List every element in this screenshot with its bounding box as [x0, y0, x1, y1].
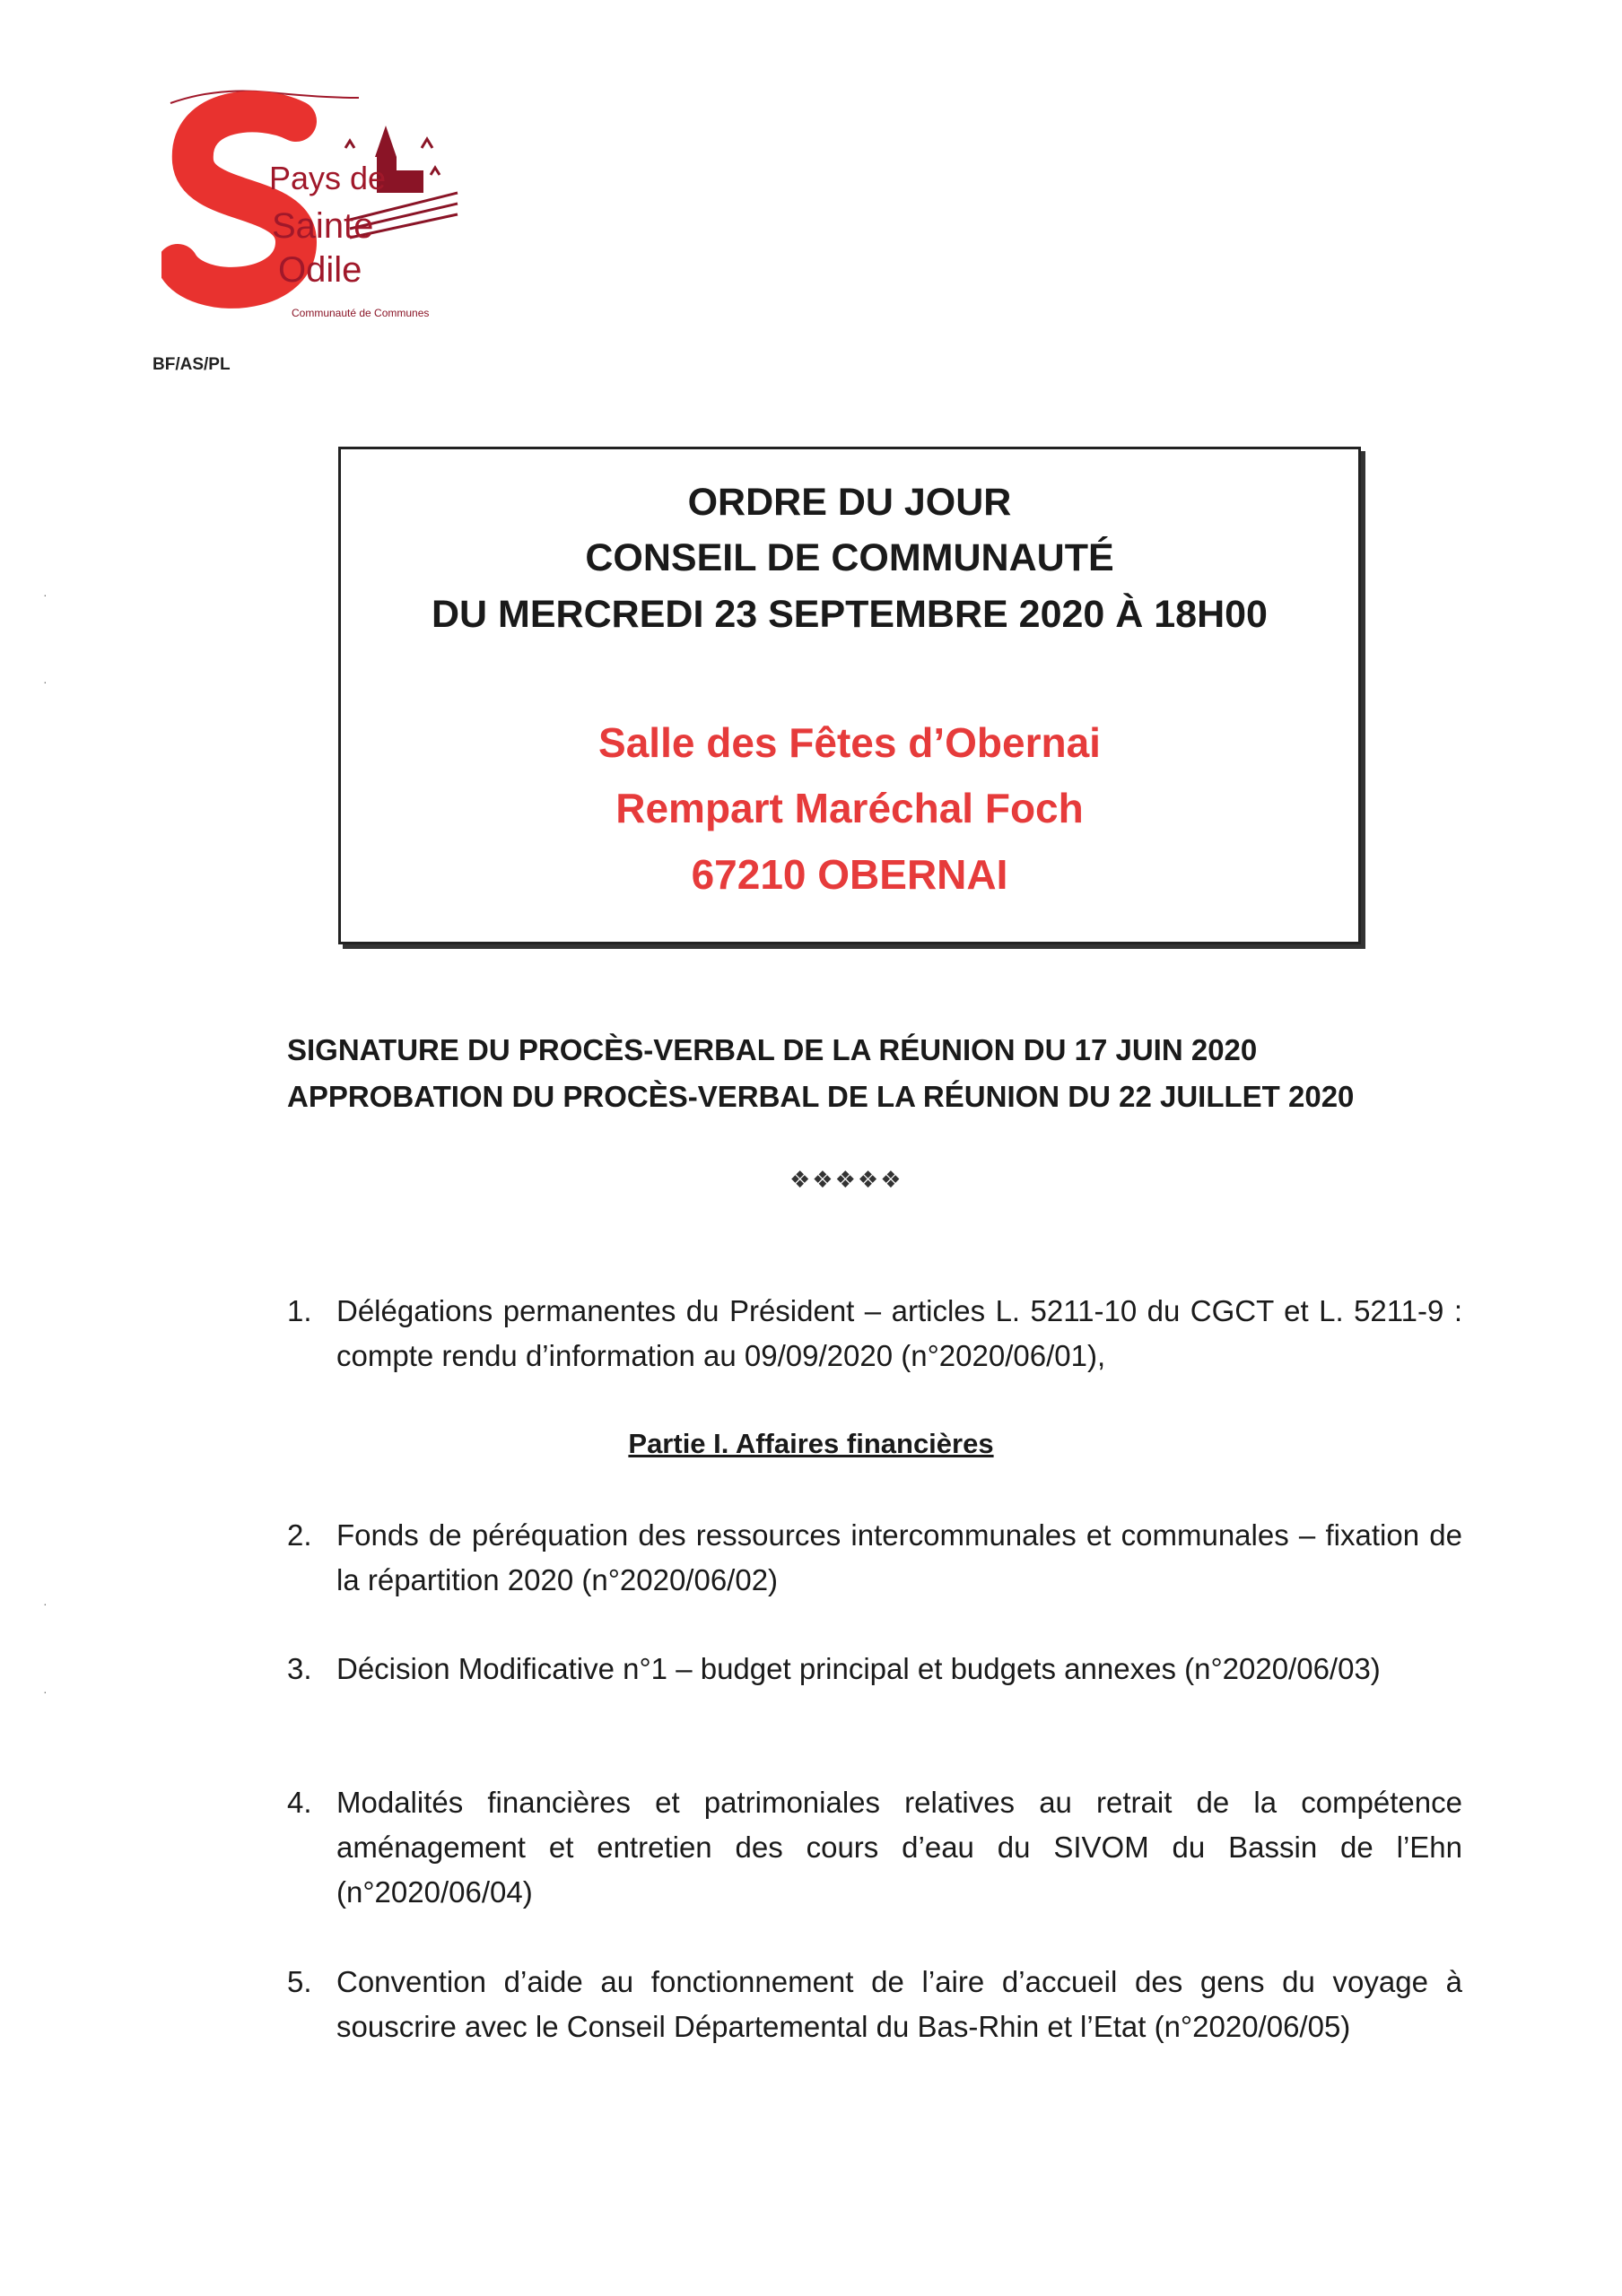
scan-speck: · [43, 1684, 48, 1699]
approval-line: APPROBATION DU PROCÈS-VERBAL DE LA RÉUNION DU 22 JUILLET 2020 [287, 1080, 1355, 1113]
item-number: 1. [287, 1294, 312, 1327]
agenda-item: Délégations permanentes du Président – articles L. 5211-10 du CGCT et L. 5211-9 : compte rendu d’information au 09/09/2020 (n°2020/06/01), [336, 1294, 1462, 1372]
agenda-item: Modalités financières et patrimoniales relatives au retrait de la compétence aménagement et entretien des cours d’eau du SIVOM du Bassin de l’Ehn (n°2020/06/04) [336, 1786, 1462, 1909]
document-reference: BF/AS/PL [153, 355, 231, 374]
agenda-item: Décision Modificative n°1 – budget principal et budgets annexes (n°2020/06/03) [336, 1652, 1381, 1685]
title-line-1: ORDRE DU JOUR [687, 481, 1012, 524]
logo-subtitle: Communauté de Communes [292, 307, 430, 319]
logo-text-odile: Odile [278, 250, 362, 290]
scan-speck: · [43, 674, 48, 689]
agenda-item: Convention d’aide au fonctionnement de l’aire d’accueil des gens du voyage à souscrire avec le Conseil Départemental du Bas-Rhin et l’Etat (n°2020/06/05) [336, 1965, 1462, 2043]
venue-line-2: Rempart Maréchal Foch [615, 785, 1084, 831]
venue-line-3: 67210 OBERNAI [691, 851, 1008, 898]
signature-line: SIGNATURE DU PROCÈS-VERBAL DE LA RÉUNION DU 17 JUIN 2020 [287, 1033, 1258, 1066]
item-number: 2. [287, 1518, 312, 1552]
scan-speck: · [43, 1596, 48, 1611]
item-number: 5. [287, 1965, 312, 1998]
logo-text-pays-de: Pays de [269, 160, 387, 196]
logo-text-sainte: Sainte [272, 206, 374, 246]
section-heading: Partie I. Affaires financières [628, 1428, 994, 1459]
venue-line-1: Salle des Fêtes d’Obernai [598, 719, 1101, 766]
item-number: 4. [287, 1786, 312, 1819]
title-line-2: CONSEIL DE COMMUNAUTÉ [585, 536, 1114, 579]
scan-speck: · [43, 587, 48, 602]
title-line-3: DU MERCREDI 23 SEPTEMBRE 2020 À 18H00 [432, 593, 1268, 636]
logo [161, 85, 467, 327]
ornament-divider: ❖❖❖❖❖ [789, 1166, 903, 1193]
item-number: 3. [287, 1652, 312, 1685]
title-box [338, 447, 1361, 944]
agenda-item: Fonds de péréquation des ressources intercommunales et communales – fixation de la répartition 2020 (n°2020/06/02) [336, 1518, 1462, 1596]
